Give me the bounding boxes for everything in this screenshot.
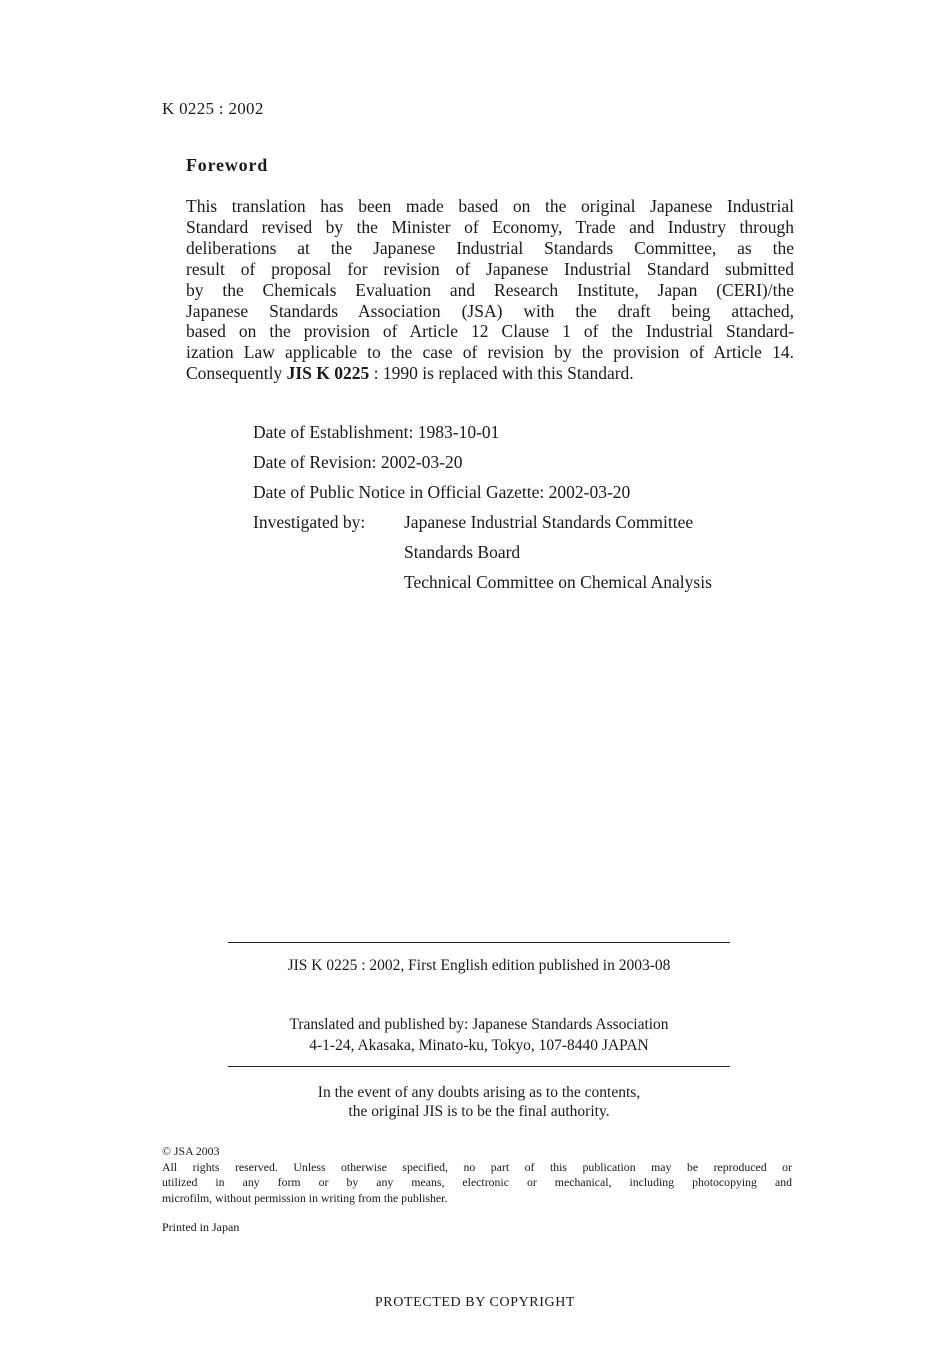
foreword-line: Standard revised by the Minister of Economy, Trade and Industry through bbox=[186, 216, 794, 237]
foreword-last-prefix: Consequently bbox=[186, 363, 287, 384]
standard-number: K 0225 : 2002 bbox=[162, 99, 264, 118]
foreword-line: ization Law applicable to the case of revision by the provision of Article 14. bbox=[186, 342, 794, 363]
translated-by-line: Translated and published by: Japanese Standards Association bbox=[289, 1016, 669, 1033]
foreword-last-line bbox=[186, 363, 794, 384]
address-line: 4-1-24, Akasaka, Minato-ku, Tokyo, 107-8440 JAPAN bbox=[309, 1037, 649, 1054]
foreword-line: deliberations at the Japanese Industrial Standards Committee, as the bbox=[186, 237, 794, 258]
date-of-revision: Date of Revision: 2002-03-20 bbox=[253, 452, 463, 472]
edition-line: JIS K 0225 : 2002, First English edition published in 2003-08 bbox=[287, 957, 671, 974]
divider bbox=[228, 942, 730, 943]
printed-in: Printed in Japan bbox=[162, 1220, 240, 1234]
foreword-title: Foreword bbox=[186, 155, 269, 175]
foreword-line: result of proposal for revision of Japanese Industrial Standard submitted bbox=[186, 258, 794, 279]
investigated-by bbox=[253, 511, 712, 601]
authority-line-1: In the event of any doubts arising as to the contents, bbox=[317, 1084, 641, 1101]
date-of-public-notice: Date of Public Notice in Official Gazette: 2002-03-20 bbox=[253, 482, 631, 502]
foreword-line: based on the provision of Article 12 Clause 1 of the Industrial Standard- bbox=[186, 321, 794, 342]
copyright-text-line: All rights reserved. Unless otherwise specified, no part of this publication may be reproduced or bbox=[162, 1159, 792, 1174]
foreword-paragraph bbox=[186, 196, 794, 384]
copyright-notice: © JSA 2003 bbox=[162, 1144, 220, 1158]
foreword-last-suffix: : 1990 is replaced with this Standard. bbox=[369, 363, 634, 384]
committee-name: Japanese Industrial Standards Committee bbox=[404, 512, 694, 532]
jis-reference: JIS K 0225 bbox=[286, 363, 370, 384]
copyright-text-line: microfilm, without permission in writing from the publisher. bbox=[162, 1190, 448, 1205]
protected-by-copyright: PROTECTED BY COPYRIGHT bbox=[374, 1295, 576, 1310]
board-name: Standards Board bbox=[404, 542, 521, 562]
technical-committee-name: Technical Committee on Chemical Analysis bbox=[404, 572, 712, 592]
authority-line-2: the original JIS is to be the final authority. bbox=[348, 1103, 610, 1120]
copyright-block bbox=[162, 1144, 792, 1206]
foreword-line: by the Chemicals Evaluation and Research Institute, Japan (CERI)/the bbox=[186, 279, 794, 300]
divider bbox=[228, 1066, 730, 1067]
investigated-by-list bbox=[404, 511, 712, 601]
foreword-line: This translation has been made based on the original Japanese Industrial bbox=[186, 196, 794, 216]
date-of-establishment: Date of Establishment: 1983-10-01 bbox=[253, 422, 500, 442]
foreword-line: Japanese Standards Association (JSA) with the draft being attached, bbox=[186, 300, 794, 321]
investigated-by-label: Investigated by: bbox=[253, 512, 366, 532]
copyright-text-line: utilized in any form or by any means, electronic or mechanical, including photocopying and bbox=[162, 1175, 792, 1189]
dates-block bbox=[253, 421, 712, 601]
